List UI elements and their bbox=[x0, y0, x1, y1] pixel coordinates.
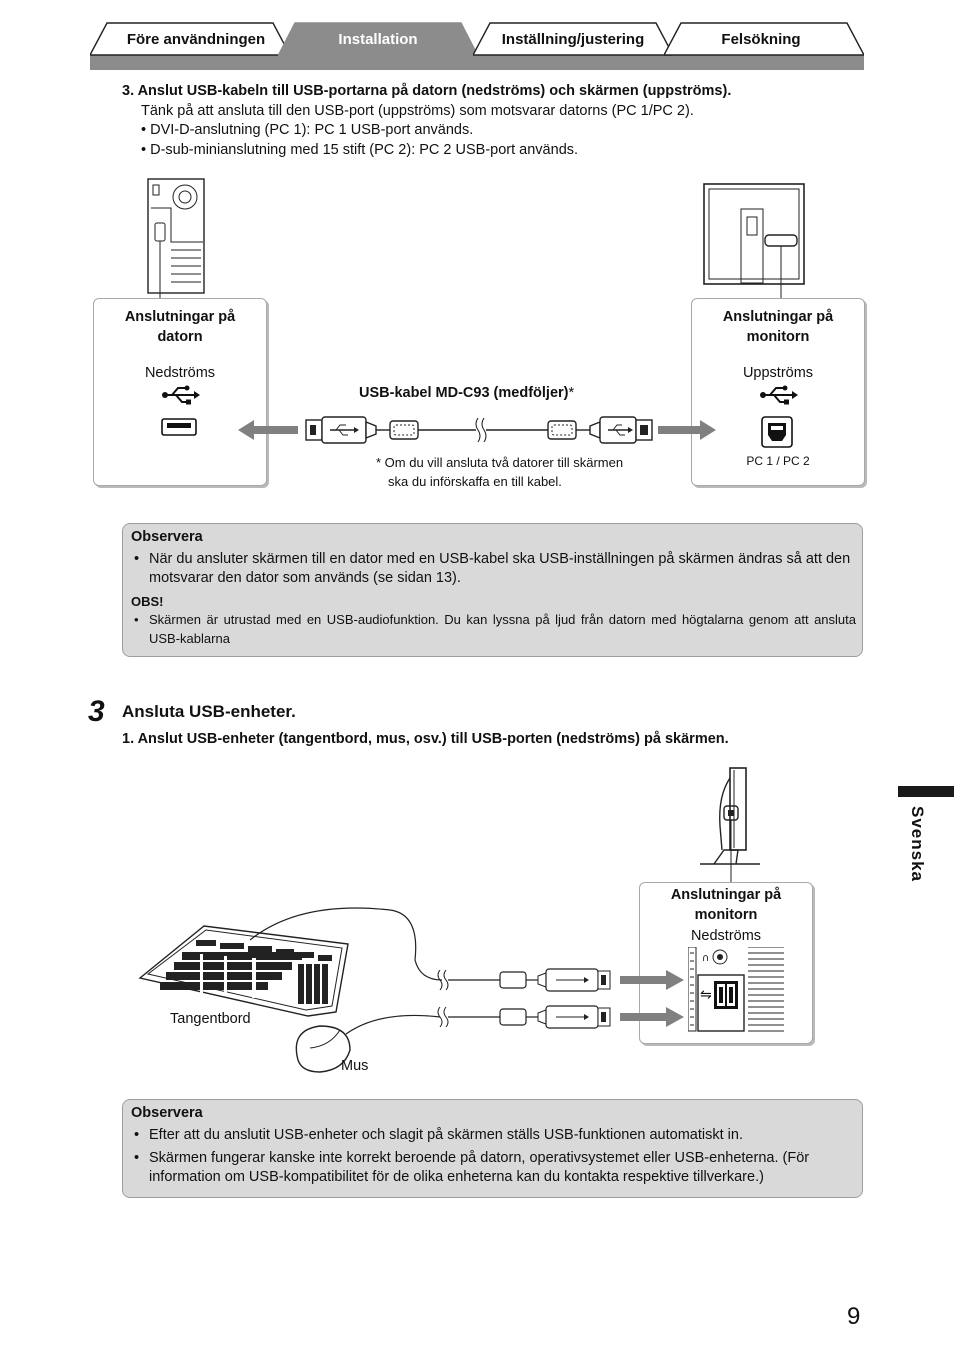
usb-a-port-icon bbox=[160, 417, 200, 439]
language-side-tab-label: Svenska bbox=[908, 806, 927, 882]
note-title: Observera bbox=[131, 1105, 203, 1121]
monitor-connections-box bbox=[691, 298, 865, 486]
usb-icon bbox=[160, 385, 200, 405]
footnote-line2: ska du införskaffa en till kabel. bbox=[388, 474, 562, 489]
section-title: Ansluta USB-enheter. bbox=[122, 702, 296, 721]
usb-cable-illustration bbox=[238, 414, 718, 446]
tab-installation[interactable] bbox=[278, 22, 478, 56]
arrow-right-icon bbox=[658, 420, 716, 440]
tab-felsokning[interactable] bbox=[664, 22, 864, 56]
cable-footnote bbox=[376, 453, 623, 491]
usb-icon bbox=[758, 385, 798, 405]
cable-asterisk: * bbox=[568, 385, 575, 401]
footnote-line1: * Om du vill ansluta två datorer till skärmen bbox=[376, 455, 624, 470]
usb-devices-illustration bbox=[140, 900, 686, 1080]
keyboard-label: Tangentbord bbox=[170, 1011, 251, 1027]
obs-title: OBS! bbox=[131, 594, 164, 609]
pc-connections-box bbox=[93, 298, 267, 486]
pc-box-title: Anslutningar på datorn bbox=[124, 309, 236, 345]
mouse-label: Mus bbox=[341, 1058, 369, 1074]
svg-text:⇋: ⇋ bbox=[700, 987, 712, 1003]
note-bullet: • När du ansluter skärmen till en dator med en USB-kabel ska USB-inställningen på skärmen ändras så att den motsvarar den dator som används (se sidan 13). bbox=[131, 550, 856, 588]
note-bullet: • Skärmen fungerar kanske inte korrekt beroende på datorn, operativsystemet eller USB-enheterna. (För information om USB-kompatibilitet för de olika enheterna kan du kontakta respektive tillverkare.) bbox=[131, 1149, 856, 1187]
section-step1: 1. Anslut USB-enheter (tangentbord, mus, osv.) till USB-porten (nedströms) på skärmen. bbox=[122, 731, 729, 747]
step3-line3: • D-sub-minianslutning med 15 stift (PC 2): PC 2 USB-port används. bbox=[141, 141, 579, 158]
step3-line2: • DVI-D-anslutning (PC 1): PC 1 USB-port används. bbox=[141, 122, 474, 138]
downstream-label: Nedströms bbox=[690, 928, 762, 944]
note-bullet: • Efter att du anslutit USB-enheter och slagit på skärmen ställs USB-funktionen automatiskt in. bbox=[131, 1126, 856, 1145]
tab-installning-justering[interactable] bbox=[473, 22, 673, 56]
step3-heading: 3. Anslut USB-kabeln till USB-portarna på datorn (nedströms) och skärmen (uppströms). bbox=[122, 83, 732, 99]
language-side-tab-bar bbox=[898, 786, 954, 797]
section-tab-bar bbox=[90, 22, 864, 70]
page-number: 9 bbox=[847, 1303, 861, 1330]
arrow-right-icon bbox=[620, 1007, 684, 1027]
note-title: Observera bbox=[131, 529, 203, 545]
note-box-observera-1 bbox=[122, 523, 863, 657]
tab-label: Felsökning bbox=[721, 31, 801, 48]
cable-label bbox=[359, 385, 574, 401]
tab-band bbox=[90, 55, 864, 70]
pc1-pc2-label: PC 1 / PC 2 bbox=[746, 454, 810, 468]
cable-label-text: USB-kabel MD-C93 (medföljer) bbox=[359, 385, 569, 401]
tab-label: Före användningen bbox=[126, 31, 266, 48]
step3-text bbox=[122, 82, 731, 160]
monitor-port-panel-icon bbox=[688, 947, 784, 1033]
svg-text:∩: ∩ bbox=[702, 953, 710, 964]
usb-b-port-icon bbox=[760, 415, 796, 449]
monitor-side-illustration bbox=[700, 766, 760, 870]
step3-line1: Tänk på att ansluta till den USB-port (uppströms) som motsvarar datorns (PC 1/PC 2). bbox=[141, 102, 694, 119]
obs-bullet: • Skärmen är utrustad med en USB-audiofunktion. Du kan lyssna på ljud från datorn med högtalarna genom att ansluta USB-kablarna bbox=[131, 611, 856, 648]
pc-tower-illustration bbox=[147, 178, 207, 296]
section-number: 3 bbox=[88, 695, 105, 728]
note-box-observera-2 bbox=[122, 1099, 863, 1198]
arrow-left-icon bbox=[238, 420, 298, 440]
arrow-right-icon bbox=[620, 970, 684, 990]
tab-label: Inställning/justering bbox=[501, 31, 645, 48]
monitor-rear-illustration bbox=[703, 183, 807, 299]
tab-fore-anvandningen[interactable] bbox=[90, 22, 290, 56]
tab-label: Installation bbox=[338, 31, 418, 48]
keyboard-icon bbox=[140, 926, 348, 1016]
pc-port-label: Nedströms bbox=[144, 365, 216, 381]
monitor-box-title: Anslutningar på monitorn bbox=[722, 309, 834, 345]
monitor-box2-title: Anslutningar på monitorn bbox=[670, 887, 782, 923]
monitor-port-label: Uppströms bbox=[742, 365, 814, 381]
